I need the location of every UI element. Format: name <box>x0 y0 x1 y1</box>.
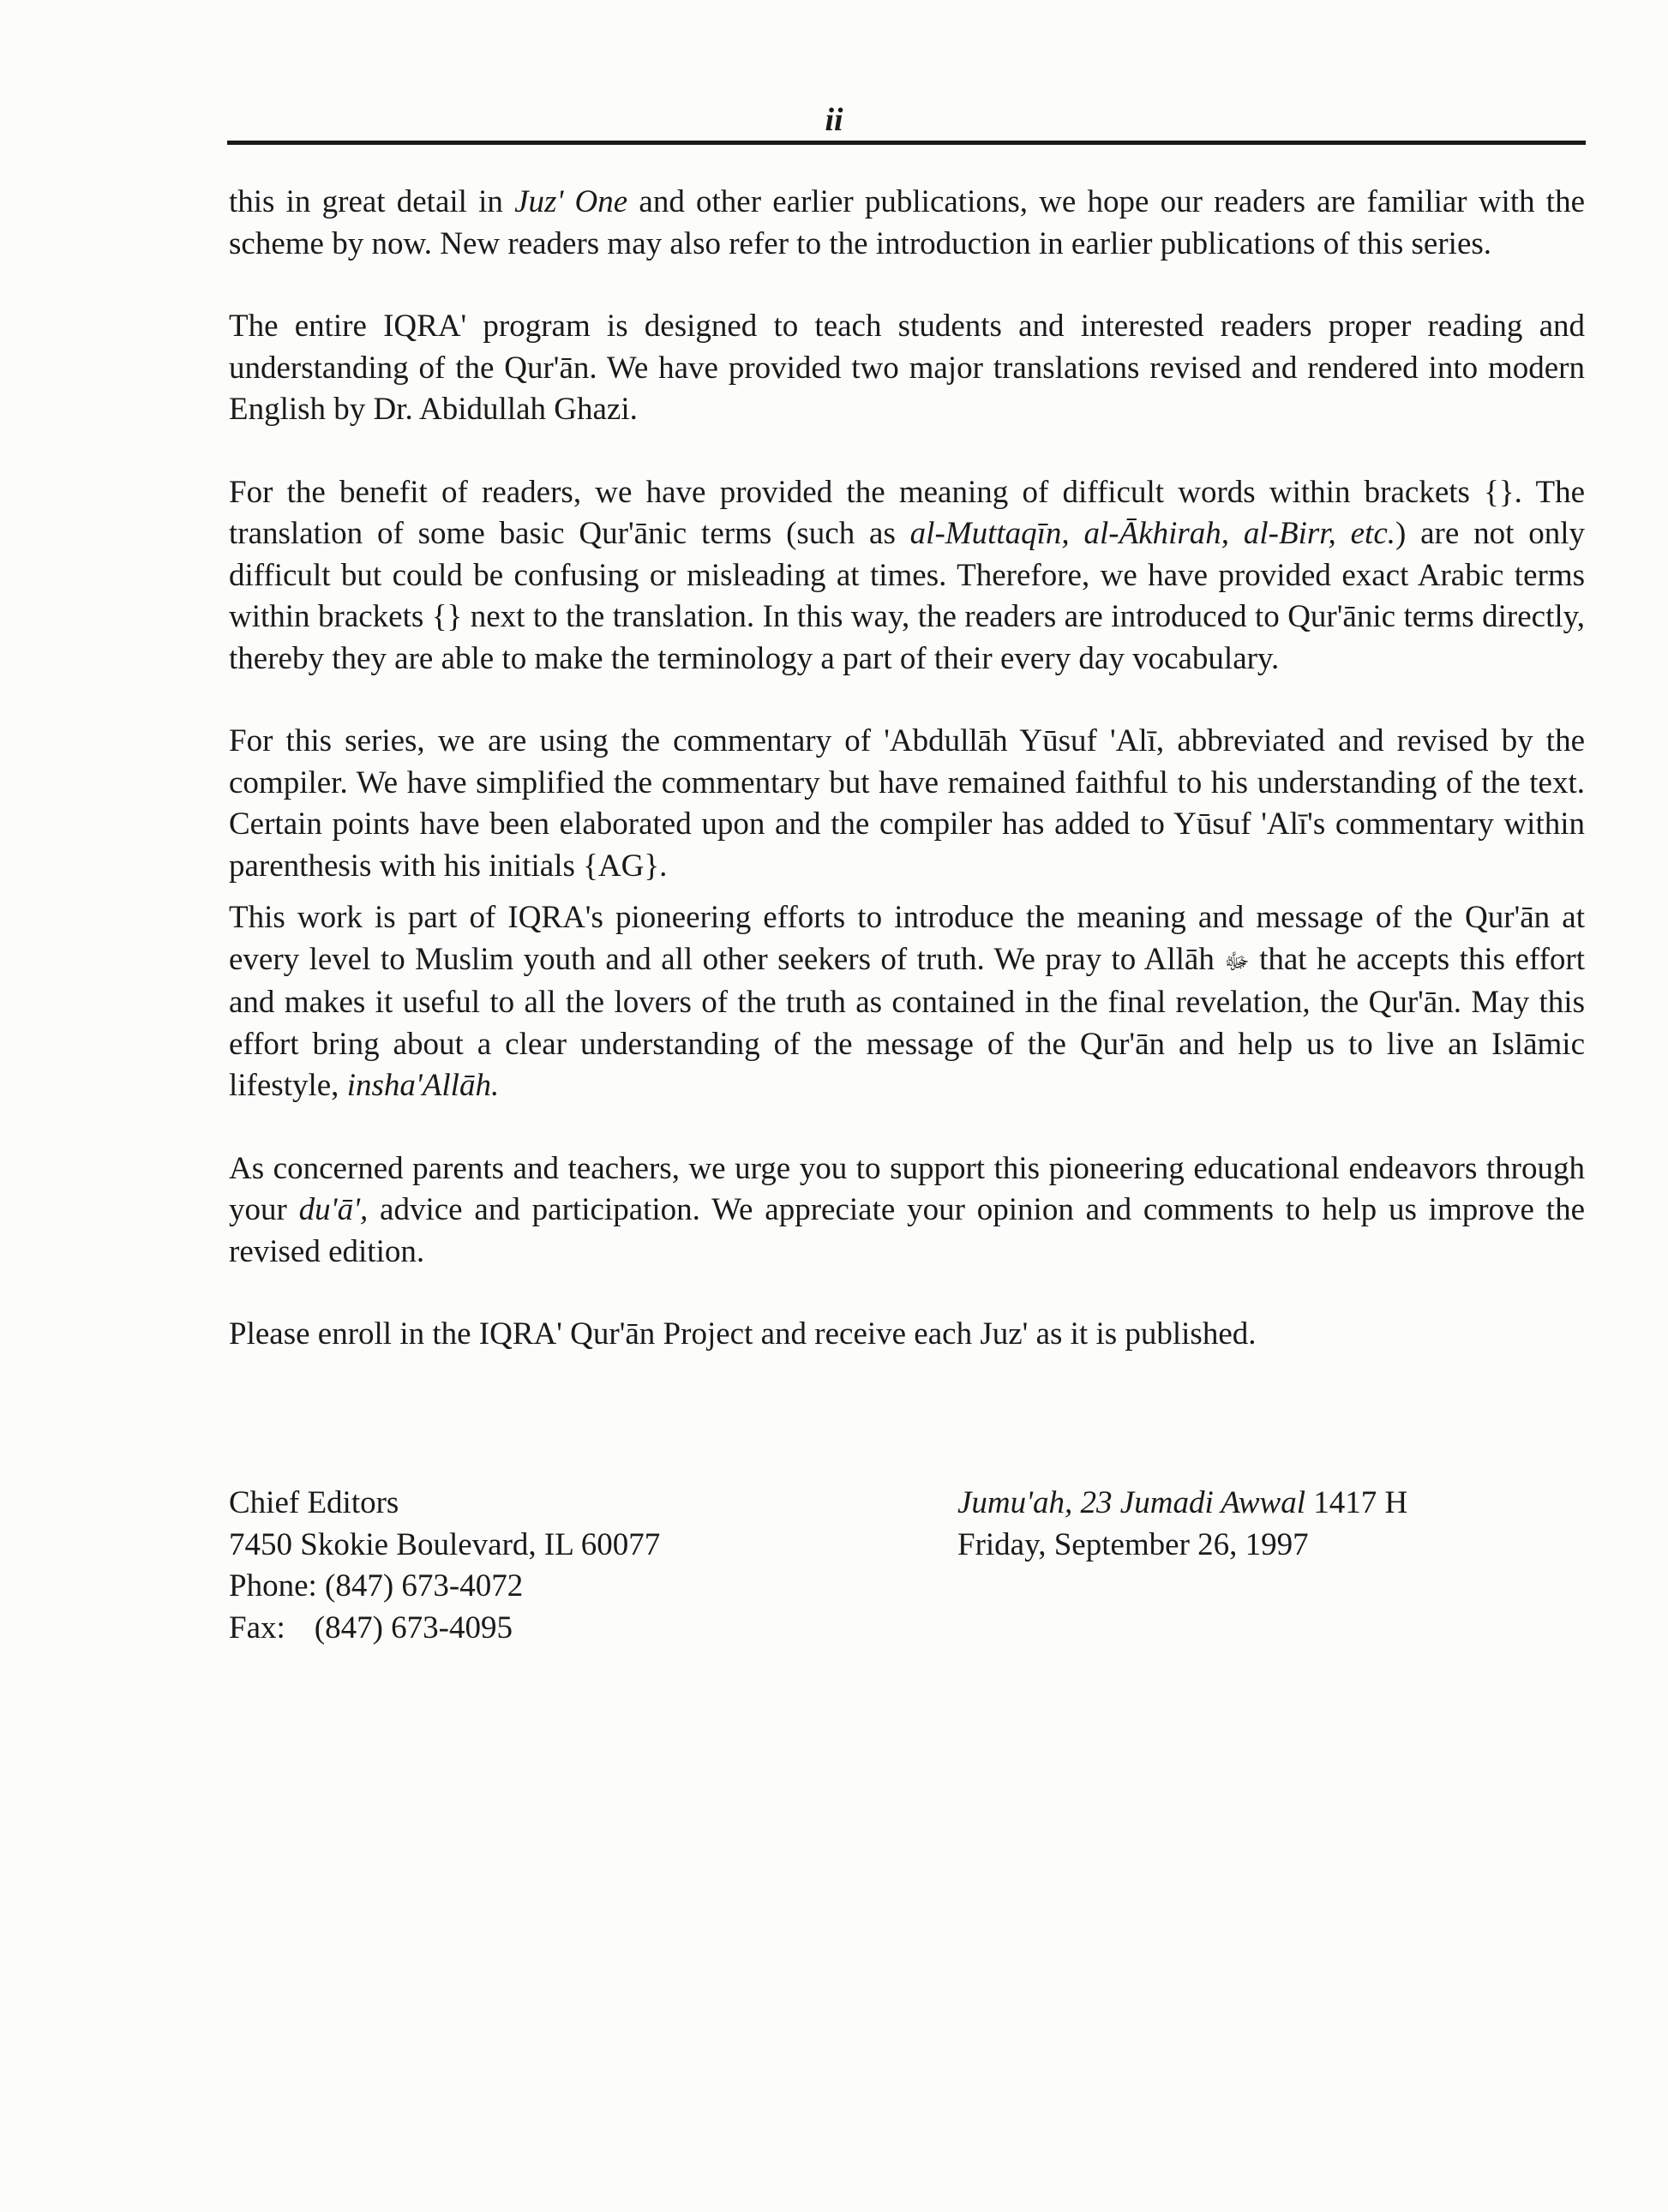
fax-line <box>229 1608 880 1650</box>
page-number: ii <box>825 102 843 138</box>
paragraph <box>229 182 1585 265</box>
fax-label: Fax: <box>229 1610 285 1646</box>
hijri-date <box>957 1483 1585 1525</box>
chief-editors-label: Chief Editors <box>229 1485 399 1520</box>
date-block <box>957 1483 1585 1566</box>
phone-number: (847) 673-4072 <box>325 1568 524 1604</box>
italic-term: al-Muttaqīn, al-Ākhirah, al-Birr, etc. <box>909 516 1395 551</box>
editor-contact <box>229 1483 880 1649</box>
italic-term: du'ā', <box>298 1192 369 1228</box>
phone-line <box>229 1566 880 1608</box>
text-run: For this series, we are using the commentary of 'Abdullāh Yūsuf 'Alī, abbreviated and revised by the compiler. We have simplified the commentary but have remained faithful to his understanding of the text. Certain points have been elaborated upon and the compiler has added to Yūsuf 'Alī's commentary within parenthesis with his initials {AG}. <box>229 723 1585 884</box>
text-run: this in great detail in <box>229 184 515 219</box>
hijri-year: 1417 H <box>1305 1485 1408 1520</box>
header-rule <box>227 141 1586 145</box>
text-run: As concerned parents and teachers, we urge you to support this pioneering educational endeavors through your <box>229 1150 1585 1228</box>
paragraph <box>229 306 1585 431</box>
text-run: advice and participation. We appreciate your opinion and comments to help us improve the revised edition. <box>229 1192 1585 1269</box>
text-run: ) are not only difficult but could be confusing or misleading at times. Therefore, we have provided exact Arabic terms within brackets {} next to the translation. In this way, the readers are introduced to Qur'ānic terms directly, thereby they are able to make the terminology a part of their every day vocabulary. <box>229 516 1585 676</box>
italic-term: Juz' One <box>514 184 628 219</box>
fax-number: (847) 673-4095 <box>314 1610 513 1646</box>
paragraph <box>229 1314 1585 1356</box>
text-run: that he accepts this effort and makes it useful to all the lovers of the truth as contained in the final revelation, the Qur'ān. May this effort bring about a clear understanding of the message of the Qur'ān and help us to live an Islāmic lifestyle, <box>229 941 1586 1104</box>
gregorian-date: Friday, September 26, 1997 <box>957 1526 1309 1562</box>
text-run: The entire IQRA' program is designed to teach students and interested readers proper reading and understanding of the Qur'ān. We have provided two major translations revised and rendered into modern English by Dr. Abidullah Ghazi. <box>229 309 1585 427</box>
paragraph <box>229 472 1585 680</box>
honorific-glyph: ﷻ <box>1224 948 1250 974</box>
paragraph <box>229 897 1585 1107</box>
phone-label: Phone: <box>229 1568 317 1604</box>
text-run: Please enroll in the IQRA' Qur'ān Project and receive each Juz' as it is published. <box>229 1316 1257 1352</box>
italic-term: insha'Allāh. <box>346 1068 500 1104</box>
paragraph <box>229 1148 1585 1274</box>
hijri-date-text: Jumu'ah, 23 Jumadi Awwal <box>957 1485 1306 1520</box>
text-run: and other earlier publications, we hope our readers are familiar with the scheme by now. New readers may also refer to the introduction in earlier publications of this series. <box>229 184 1585 261</box>
postal-address: 7450 Skokie Boulevard, IL 60077 <box>229 1526 661 1562</box>
text-run: This work is part of IQRA's pioneering efforts to introduce the meaning and message of the Qur'ān at every level to Muslim youth and all other seekers of truth. We pray to Allāh <box>229 900 1585 977</box>
text-run: For the benefit of readers, we have provided the meaning of difficult words within brackets {}. The translation of some basic Qur'ānic terms (such as <box>229 474 1585 551</box>
body-text <box>229 182 1585 1397</box>
paragraph <box>229 721 1585 887</box>
